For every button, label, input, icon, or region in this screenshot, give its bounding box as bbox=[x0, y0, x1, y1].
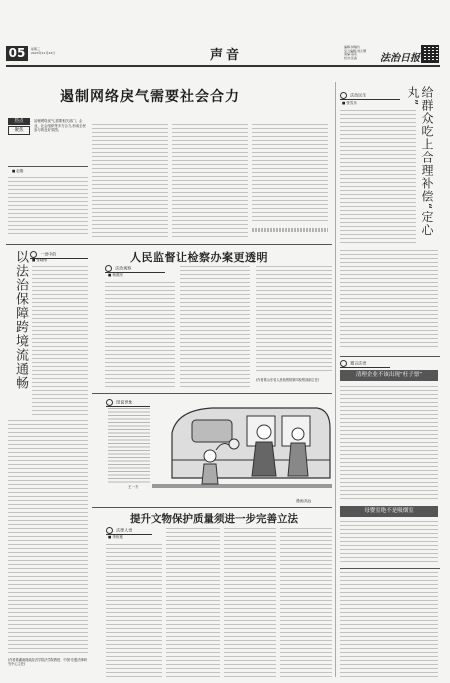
left-body-bottom bbox=[8, 420, 88, 655]
cartoon-credit: 漫画/高远 bbox=[296, 499, 312, 503]
badge-bottom: 聚焦 bbox=[8, 126, 30, 135]
page-number-box bbox=[6, 46, 28, 61]
editor-credits bbox=[344, 46, 384, 60]
right-mid-headline: 清理企业不该出现“枉子票” bbox=[355, 372, 423, 378]
right-low-headline-box bbox=[340, 506, 438, 517]
issue-date: 2023年11月22日 bbox=[31, 50, 56, 55]
center-body-col2 bbox=[180, 266, 250, 390]
right-low-headline: 母婴室绝不是吸烟室 bbox=[364, 508, 414, 514]
bottom-body-col2 bbox=[166, 528, 220, 678]
section-divider-3 bbox=[92, 507, 332, 508]
right-top-byline: ■ 张雪乐 bbox=[342, 101, 357, 105]
right-top-column-label bbox=[340, 92, 400, 100]
left-body-top bbox=[32, 266, 88, 416]
main-author-note bbox=[252, 228, 328, 232]
right-mid-body bbox=[340, 386, 438, 502]
bottom-body-col1 bbox=[106, 544, 162, 678]
section-divider-2 bbox=[92, 393, 332, 394]
weekday: 星期三 bbox=[31, 47, 41, 51]
masthead-rule bbox=[6, 65, 440, 67]
editor-line: 校对:张淼 bbox=[344, 55, 358, 60]
main-byline: ■ 赵刚 bbox=[12, 169, 24, 173]
page-number: 05 bbox=[8, 46, 26, 60]
right-mid-headline-box bbox=[340, 370, 438, 381]
column-bullet-icon bbox=[106, 399, 113, 406]
cartoon-illustration bbox=[152, 398, 332, 498]
column-bullet-icon bbox=[30, 251, 37, 258]
cartoon-column: 图说世象 bbox=[116, 399, 133, 405]
section-title: 声音 bbox=[209, 48, 242, 63]
passenger-figure bbox=[292, 428, 304, 440]
newspaper-name: 法治日报 bbox=[380, 53, 420, 64]
center-headline: 人民监督让检察办案更透明 bbox=[130, 251, 268, 264]
main-deck: 治理网络戾气,需要相关部门、企业、社会组织等多方合力,形成全民参与的良好氛围。 bbox=[34, 119, 86, 132]
hot-topic-badge bbox=[8, 118, 30, 140]
qr-code-icon bbox=[421, 45, 439, 63]
center-body-col1 bbox=[105, 282, 175, 390]
footer-note-right: (作者系山东省人民检察院第四检察部副主任) bbox=[256, 378, 320, 382]
center-column-label bbox=[105, 265, 165, 273]
bottom-headline: 提升文物保护质量须进一步完善立法 bbox=[130, 513, 298, 525]
center-body-col3 bbox=[256, 266, 332, 374]
cartoon-column-label bbox=[106, 399, 150, 407]
child-figure bbox=[204, 450, 216, 462]
left-column: 一语中的 bbox=[40, 251, 57, 257]
deck-divider bbox=[8, 166, 88, 167]
right-top-body-b bbox=[340, 250, 438, 350]
bottom-column: 法律人语 bbox=[116, 527, 133, 533]
passenger-figure bbox=[257, 425, 271, 439]
right-divider-2 bbox=[340, 568, 440, 569]
cartoon-text bbox=[108, 408, 150, 483]
main-body-col3 bbox=[172, 124, 248, 238]
cartoon-signature: 王一方 bbox=[128, 485, 139, 489]
bottom-body-col3 bbox=[224, 528, 276, 678]
balloon-icon bbox=[229, 439, 239, 449]
badge-top: 热点 bbox=[8, 118, 30, 125]
main-headline: 遏制网络戾气需要社会合力 bbox=[60, 89, 240, 105]
main-body-col4 bbox=[252, 124, 328, 224]
right-mid-column: 微言法语 bbox=[350, 360, 367, 366]
column-bullet-icon bbox=[105, 265, 112, 272]
left-vertical-headline: 以法治保障跨境流通畅 bbox=[13, 250, 28, 390]
page-meta bbox=[31, 48, 71, 55]
bottom-byline: ■ 李欣莲 bbox=[108, 535, 123, 539]
footer-note-left: (作者系湖南财政经济学院法学院教授、中国·东盟法律研究中心主任) bbox=[8, 658, 87, 666]
right-mid-column-label bbox=[340, 360, 390, 368]
bottom-column-label bbox=[106, 527, 152, 535]
column-bullet-icon bbox=[340, 360, 347, 367]
bottom-body-col4 bbox=[280, 528, 332, 678]
main-body-col2 bbox=[92, 124, 168, 238]
column-bullet-icon bbox=[340, 92, 347, 99]
right-top-column: 法治民生 bbox=[350, 92, 367, 98]
right-top-headline: 给群众吃上合理补偿“定心丸” bbox=[406, 86, 434, 237]
column-bullet-icon bbox=[106, 527, 113, 534]
right-low-body-a bbox=[340, 521, 438, 565]
left-byline: ■ 张晓雨 bbox=[32, 258, 47, 262]
section-divider-1 bbox=[6, 244, 332, 245]
column-divider-right bbox=[335, 82, 336, 677]
editor-line: 美编:高亮 bbox=[344, 52, 358, 56]
editor-line: 见习编辑:刘元珊 bbox=[344, 48, 367, 53]
editor-line: 编辑:钟瑞玲 bbox=[344, 45, 361, 49]
center-column: 法治观察 bbox=[115, 265, 132, 271]
right-low-body-b bbox=[340, 572, 438, 678]
right-divider-1 bbox=[340, 356, 440, 357]
main-body-col1 bbox=[8, 177, 88, 237]
center-byline: ■ 杨燕民 bbox=[108, 273, 123, 277]
right-top-body-a bbox=[340, 110, 416, 246]
